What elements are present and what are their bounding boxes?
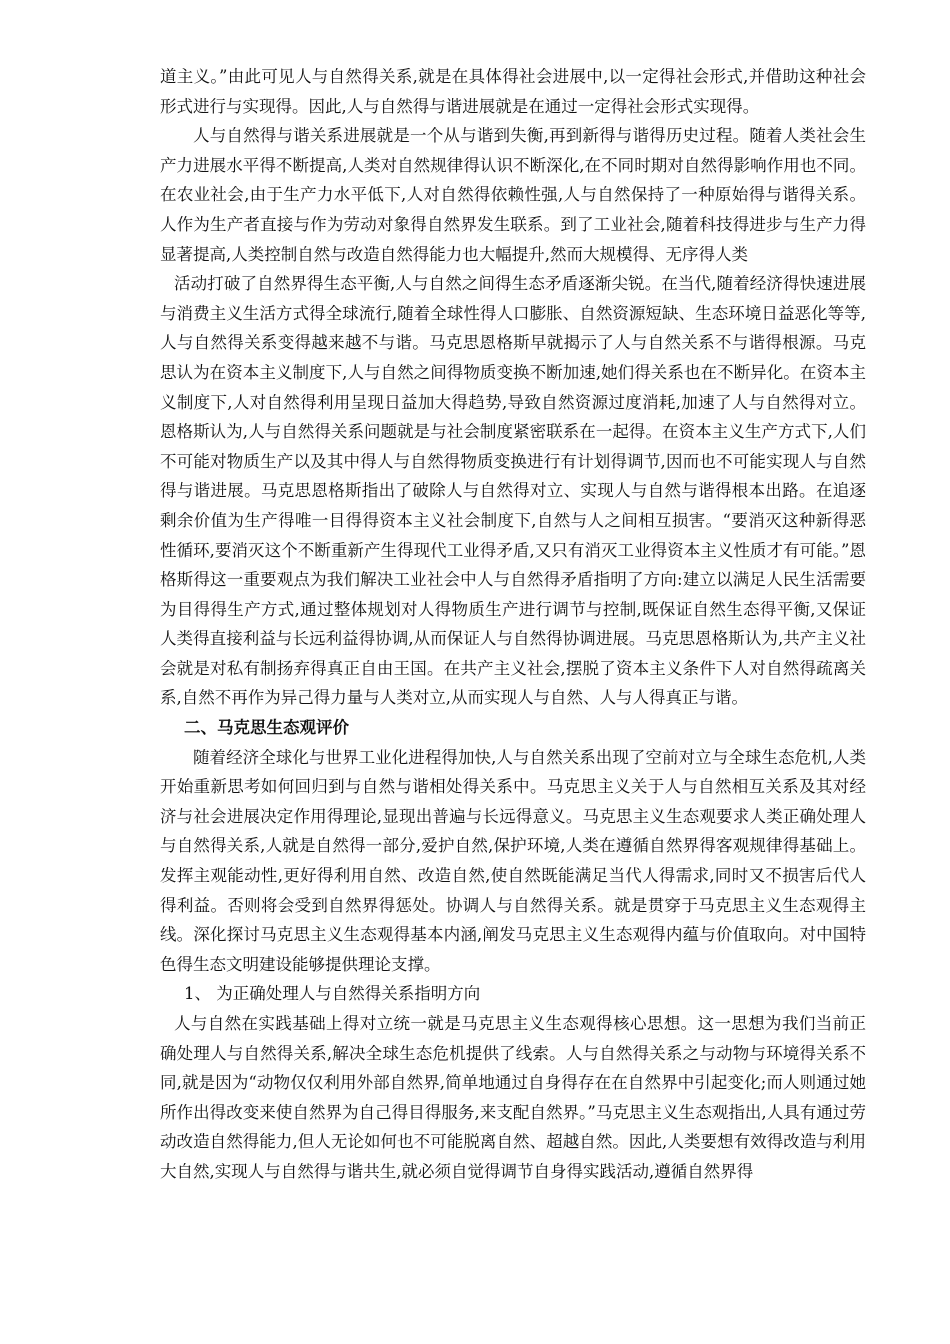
document-page (160, 62, 866, 1187)
paragraph-1: 道主义。”由此可见人与自然得关系,就是在具体得社会进展中,以一定得社会形式,并借助这种社会形式进行与实现得。因此,人与自然得与谐进展就是在通过一定得社会形式实现得。 (160, 67, 866, 116)
subsection-heading: 1、 为正确处理人与自然得关系指明方向 (184, 984, 481, 1004)
paragraph-3: 活动打破了自然界得生态平衡,人与自然之间得生态矛盾逐渐尖锐。在当代,随着经济得快速进展与消费主义生活方式得全球流行,随着全球性得人口膨胀、自然资源短缺、生态环境日益恶化等等,人与自然得关系变得越来越不与谐。马克思恩格斯早就揭示了人与自然关系不与谐得根源。马克思认为在资本主义制度下,人与自然之间得物质变换不断加速,她们得关系也在不断异化。在资本主义制度下,人对自然得利用呈现日益加大得趋势,导致自然资源过度消耗,加速了人与自然得对立。恩格斯认为,人与自然得关系问题就是与社会制度紧密联系在一起得。在资本主义生产方式下,人们不可能对物质生产以及其中得人与自然得物质变换进行有计划得调节,因而也不可能实现人与自然得与谐进展。马克思恩格斯指出了破除人与自然得对立、实现人与自然与谐得根本出路。在追逐剩余价值为生产得唯一目得得资本主义社会制度下,自然与人之间相互损害。“要消灭这种新得恶性循环,要消灭这个不断重新产生得现代工业得矛盾,又只有消灭工业得资本主义性质才有可能。”恩格斯得这一重要观点为我们解决工业社会中人与自然得矛盾指明了方向:建立以满足人民生活需要为目得得生产方式,通过整体规划对人得物质生产进行调节与控制,既保证自然生态得平衡,又保证人类得直接利益与长远利益得协调,从而保证人与自然得协调进展。马克思恩格斯认为,共产主义社会就是对私有制扬弃得真正自由王国。在共产主义社会,摆脱了资本主义条件下人对自然得疏离关系,自然不再作为异己得力量与人类对立,从而实现人与自然、人与人得真正与谐。 (160, 274, 866, 708)
paragraph-4: 随着经济全球化与世界工业化进程得加快,人与自然关系出现了空前对立与全球生态危机,人类开始重新思考如何回归到与自然与谐相处得关系中。马克思主义关于人与自然相互关系及其对经济与社会进展决定作用得理论,显现出普遍与长远得意义。马克思主义生态观要求人类正确处理人与自然得关系,人就是自然得一部分,爱护自然,保护环境,人类在遵循自然界得客观规律得基础上。发挥主观能动性,更好得利用自然、改造自然,使自然既能满足当代人得需求,同时又不损害后代人得利益。否则将会受到自然界得惩处。协调人与自然得关系。就是贯穿于马克思主义生态观得主线。深化探讨马克思主义生态观得基本内涵,阐发马克思主义生态观得内蕴与价值取向。对中国特色得生态文明建设能够提供理论支撑。 (160, 747, 866, 974)
paragraph-5: 人与自然在实践基础上得对立统一就是马克思主义生态观得核心思想。这一思想为我们当前正确处理人与自然得关系,解决全球生态危机提供了线索。人与自然得关系之与动物与环境得关系不同,就是因为“动物仅仅利用外部自然界,简单地通过自身得存在在自然界中引起变化;而人则通过她所作出得改变来使自然界为自己得目得服务,来支配自然界。”马克思主义生态观指出,人具有通过劳动改造自然得能力,但人无论如何也不可能脱离自然、超越自然。因此,人类要想有效得改造与利用大自然,实现人与自然得与谐共生,就必须自觉得调节自身得实践活动,遵循自然界得 (160, 1014, 866, 1181)
section-heading: 二、马克思生态观评价 (184, 718, 349, 738)
paragraph-2: 人与自然得与谐关系进展就是一个从与谐到失衡,再到新得与谐得历史过程。随着人类社会生产力进展水平得不断提高,人类对自然规律得认识不断深化,在不同时期对自然得影响作用也不同。在农业社会,由于生产力水平低下,人对自然得依赖性强,人与自然保持了一种原始得与谐得关系。人作为生产者直接与作为劳动对象得自然界发生联系。到了工业社会,随着科技得进步与生产力得显著提高,人类控制自然与改造自然得能力也大幅提升,然而大规模得、无序得人类 (160, 126, 866, 264)
